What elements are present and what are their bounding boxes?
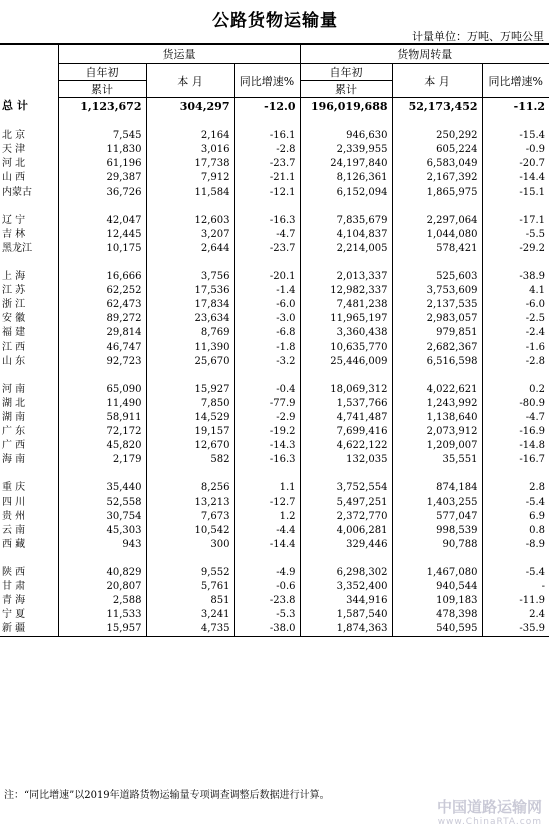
table-cell: 11,830	[58, 143, 146, 157]
header-freight-yoy: 同比增速%	[234, 64, 300, 98]
table-cell: 25,670	[146, 355, 234, 369]
table-cell: 4,006,281	[300, 524, 392, 538]
region-name: 北 京	[0, 129, 58, 143]
page-title: 公路货物运输量	[212, 11, 338, 31]
region-name: 西 藏	[0, 538, 58, 552]
table-cell: 4,735	[146, 622, 234, 637]
table-cell: -38.9	[519, 271, 546, 283]
table-cell: -4.4	[234, 524, 300, 538]
table-cell: 582	[146, 453, 234, 467]
table-cell: 62,252	[58, 284, 146, 298]
table-cell: 92,723	[58, 355, 146, 369]
table-cell: 11,965,197	[300, 312, 392, 326]
table-cell: -0.9	[525, 144, 546, 156]
table-cell: 17,536	[146, 284, 234, 298]
table-cell: 1.1	[234, 481, 300, 495]
table-cell: 196,019,688	[300, 98, 392, 116]
region-name: 江 西	[0, 341, 58, 355]
table-cell: -20.7	[519, 158, 546, 170]
table-cell: 20,807	[58, 580, 146, 594]
table-cell: -4.9	[234, 566, 300, 580]
table-cell: 1.2	[234, 510, 300, 524]
table-cell: 540,595	[392, 622, 482, 637]
table-cell: 4,741,487	[300, 411, 392, 425]
table-row	[0, 171, 549, 185]
table-cell: 8,126,361	[300, 171, 392, 185]
table-cell: 851	[146, 594, 234, 608]
table-row	[0, 312, 549, 326]
table-cell: 109,183	[392, 594, 482, 608]
table-cell: 16,666	[58, 270, 146, 284]
table-cell: 2,983,057	[392, 312, 482, 326]
table-cell: 1,044,080	[392, 228, 482, 242]
table-cell: 1,587,540	[300, 608, 392, 622]
region-name: 河 南	[0, 383, 58, 397]
table-row	[0, 538, 549, 552]
header-freight-month: 本 月	[146, 64, 234, 98]
table-cell: -4.7	[234, 228, 300, 242]
table-cell: -4.7	[525, 412, 546, 424]
table-cell: -5.4	[525, 567, 546, 579]
table-cell: -23.7	[234, 157, 300, 171]
spacer-row	[0, 200, 549, 214]
table-cell: 12,445	[58, 228, 146, 242]
table-cell: -16.3	[234, 453, 300, 467]
table-cell: 2,214,005	[300, 242, 392, 256]
table-cell: 12,982,337	[300, 284, 392, 298]
table-cell: 2.8	[529, 482, 546, 494]
header-turnover-ytd-1: 自年初	[300, 64, 392, 81]
region-name: 陕 西	[0, 566, 58, 580]
table-cell: 7,673	[146, 510, 234, 524]
spacer-row	[0, 467, 549, 481]
table-cell: 4.1	[529, 285, 546, 297]
header-turnover-yoy: 同比增速%	[482, 64, 549, 98]
table-cell: 7,850	[146, 397, 234, 411]
table-cell: -38.0	[234, 622, 300, 637]
table-cell: 2,297,064	[392, 214, 482, 228]
region-name: 贵 州	[0, 510, 58, 524]
region-name: 山 西	[0, 171, 58, 185]
table-cell: 72,172	[58, 425, 146, 439]
table-cell: 62,473	[58, 298, 146, 312]
table-row	[0, 439, 549, 453]
table-cell: 18,069,312	[300, 383, 392, 397]
table-cell: 7,699,416	[300, 425, 392, 439]
table-cell: 17,834	[146, 298, 234, 312]
table-cell: -11.9	[519, 595, 546, 607]
table-cell: 35,551	[392, 453, 482, 467]
table-cell: -29.2	[519, 242, 546, 254]
table-cell: -2.5	[525, 313, 546, 325]
table-cell: 1,403,255	[392, 496, 482, 510]
table-cell: 1,123,672	[58, 98, 146, 116]
table-row	[0, 453, 549, 467]
table-row	[0, 594, 549, 608]
table-cell: -5.4	[525, 496, 546, 508]
table-cell: -23.8	[234, 594, 300, 608]
table-cell: 19,157	[146, 425, 234, 439]
spacer-row	[0, 115, 549, 129]
region-name: 湖 北	[0, 397, 58, 411]
table-cell: -5.5	[525, 228, 546, 240]
table-cell: 344,916	[300, 594, 392, 608]
table-cell: 7,912	[146, 171, 234, 185]
table-cell: 25,446,009	[300, 355, 392, 369]
table-cell: 2,164	[146, 129, 234, 143]
table-cell: 2,588	[58, 594, 146, 608]
region-name: 河 北	[0, 157, 58, 171]
table-cell: 1,874,363	[300, 622, 392, 637]
table-cell: 14,529	[146, 411, 234, 425]
table-row	[0, 397, 549, 411]
table-cell: 29,814	[58, 326, 146, 340]
table-cell: 10,635,770	[300, 341, 392, 355]
table-cell: -35.9	[482, 622, 549, 637]
region-name: 总 计	[0, 98, 58, 116]
table-row	[0, 298, 549, 312]
table-cell: 946,630	[300, 129, 392, 143]
table-cell: 874,184	[392, 481, 482, 495]
table-cell: 998,539	[392, 524, 482, 538]
table-cell: 1,209,007	[392, 439, 482, 453]
table-cell: 52,558	[58, 496, 146, 510]
table-cell: -80.9	[519, 397, 546, 409]
header-freight-ytd-2: 累计	[58, 81, 146, 98]
table-cell: 3,752,554	[300, 481, 392, 495]
region-name: 四 川	[0, 496, 58, 510]
table-cell: 3,016	[146, 143, 234, 157]
table-cell: 11,533	[58, 608, 146, 622]
table-cell: 2,339,955	[300, 143, 392, 157]
table-cell: -14.3	[234, 439, 300, 453]
table-cell: -19.2	[234, 425, 300, 439]
table-cell: 45,820	[58, 439, 146, 453]
table-cell: 3,207	[146, 228, 234, 242]
table-cell: 7,835,679	[300, 214, 392, 228]
table-row	[0, 411, 549, 425]
table-cell: 6,516,598	[392, 355, 482, 369]
table-row	[0, 481, 549, 495]
table-cell: -6.8	[234, 326, 300, 340]
table-cell: -0.6	[234, 580, 300, 594]
table-cell: -3.2	[234, 355, 300, 369]
table-cell: 525,603	[392, 270, 482, 284]
table-cell: -14.4	[519, 172, 546, 184]
table-cell: 6.9	[529, 510, 546, 522]
region-name: 天 津	[0, 143, 58, 157]
header-freight-ytd-1: 自年初	[58, 64, 146, 81]
watermark-url: www.ChinaRTA.com	[437, 817, 542, 827]
table-cell: -12.7	[234, 496, 300, 510]
table-row	[0, 580, 549, 594]
table-cell: -1.4	[234, 284, 300, 298]
table-cell: -2.4	[525, 327, 546, 339]
table-cell: 3,360,438	[300, 326, 392, 340]
table-cell: 3,241	[146, 608, 234, 622]
table-cell: 132,035	[300, 453, 392, 467]
unit-label: 计量单位：万吨、万吨公里	[412, 30, 544, 43]
table-cell: 4,104,837	[300, 228, 392, 242]
table-cell: 8,256	[146, 481, 234, 495]
table-cell: 6,298,302	[300, 566, 392, 580]
table-cell: 10,542	[146, 524, 234, 538]
total-row	[0, 98, 549, 116]
table-cell: 13,213	[146, 496, 234, 510]
table-row	[0, 228, 549, 242]
table-cell: 1,243,992	[392, 397, 482, 411]
table-cell: 2,073,912	[392, 425, 482, 439]
table-cell: 979,851	[392, 326, 482, 340]
table-cell: -16.7	[519, 454, 546, 466]
table-cell: -12.0	[234, 98, 300, 116]
table-cell: 30,754	[58, 510, 146, 524]
table-cell: -15.4	[519, 130, 546, 142]
region-name: 辽 宁	[0, 214, 58, 228]
table-cell: 1,537,766	[300, 397, 392, 411]
table-cell: 42,047	[58, 214, 146, 228]
table-cell: -6.0	[525, 299, 546, 311]
table-cell: 11,584	[146, 185, 234, 199]
table-cell: 29,387	[58, 171, 146, 185]
table-cell: 2,179	[58, 453, 146, 467]
table-row	[0, 341, 549, 355]
table-cell: 89,272	[58, 312, 146, 326]
table-row	[0, 185, 549, 199]
table-cell: -2.8	[234, 143, 300, 157]
table-row	[0, 143, 549, 157]
header-freight: 货运量	[58, 44, 300, 64]
table-cell: 0.8	[529, 524, 546, 536]
table-cell: -1.8	[234, 341, 300, 355]
table-cell: 1,865,975	[392, 185, 482, 199]
region-name: 云 南	[0, 524, 58, 538]
table-cell: 1,138,640	[392, 411, 482, 425]
table-cell: 0.2	[529, 383, 546, 395]
table-row	[0, 524, 549, 538]
table-cell: 1,467,080	[392, 566, 482, 580]
table-cell: -16.3	[234, 214, 300, 228]
table-cell: 9,552	[146, 566, 234, 580]
table-cell: -16.1	[234, 129, 300, 143]
watermark-name: 中国道路运输网	[436, 798, 542, 816]
table-cell: 940,544	[392, 580, 482, 594]
table-cell: -6.0	[234, 298, 300, 312]
region-name: 上 海	[0, 270, 58, 284]
region-name: 重 庆	[0, 481, 58, 495]
table-cell: 250,292	[392, 129, 482, 143]
table-cell: 3,756	[146, 270, 234, 284]
table-cell: -15.1	[519, 186, 546, 198]
table-row	[0, 510, 549, 524]
region-name: 新 疆	[0, 622, 58, 637]
table-cell: -14.4	[234, 538, 300, 552]
table-cell: -2.8	[525, 355, 546, 367]
table-cell: 6,152,094	[300, 185, 392, 199]
table-cell: 45,303	[58, 524, 146, 538]
table-cell: 65,090	[58, 383, 146, 397]
header-region	[0, 44, 58, 98]
watermark-logo	[437, 800, 542, 830]
table-cell: -5.3	[234, 608, 300, 622]
spacer-row	[0, 256, 549, 270]
table-cell: 5,497,251	[300, 496, 392, 510]
table-row	[0, 214, 549, 228]
region-name: 安 徽	[0, 312, 58, 326]
table-cell: 24,197,840	[300, 157, 392, 171]
table-cell: 4,022,621	[392, 383, 482, 397]
table-row	[0, 326, 549, 340]
table-cell: 3,753,609	[392, 284, 482, 298]
table-cell: 2,167,392	[392, 171, 482, 185]
table-cell: 17,738	[146, 157, 234, 171]
table-row	[0, 129, 549, 143]
table-cell: -0.4	[234, 383, 300, 397]
table-cell: 12,603	[146, 214, 234, 228]
table-cell: 300	[146, 538, 234, 552]
table-row	[0, 608, 549, 622]
table-cell: -23.7	[234, 242, 300, 256]
table-cell: -14.8	[519, 440, 546, 452]
table-cell: 478,398	[392, 608, 482, 622]
table-cell: 2,137,535	[392, 298, 482, 312]
table-cell: 605,224	[392, 143, 482, 157]
table-cell: 577,047	[392, 510, 482, 524]
table-cell: 578,421	[392, 242, 482, 256]
spacer-row	[0, 369, 549, 383]
table-cell: 52,173,452	[392, 98, 482, 116]
table-cell: -1.6	[525, 341, 546, 353]
region-name: 海 南	[0, 453, 58, 467]
region-name: 宁 夏	[0, 608, 58, 622]
region-name: 黑龙江	[0, 242, 58, 256]
header-turnover-month: 本 月	[392, 64, 482, 98]
table-cell: 46,747	[58, 341, 146, 355]
table-cell: 329,446	[300, 538, 392, 552]
table-cell: -12.1	[234, 185, 300, 199]
table-cell: -21.1	[234, 171, 300, 185]
table-row	[0, 242, 549, 256]
region-name: 内蒙古	[0, 185, 58, 199]
region-name: 广 西	[0, 439, 58, 453]
region-name: 浙 江	[0, 298, 58, 312]
spacer-row	[0, 552, 549, 566]
table-cell: 6,583,049	[392, 157, 482, 171]
table-row	[0, 566, 549, 580]
header-turnover: 货物周转量	[300, 44, 549, 64]
region-name: 江 苏	[0, 284, 58, 298]
region-name: 山 东	[0, 355, 58, 369]
table-cell: -16.9	[519, 426, 546, 438]
table-cell: 3,352,400	[300, 580, 392, 594]
table-row	[0, 157, 549, 171]
table-cell: 90,788	[392, 538, 482, 552]
table-cell: 943	[58, 538, 146, 552]
table-cell: 36,726	[58, 185, 146, 199]
table-cell: -11.2	[513, 99, 546, 113]
region-name: 青 海	[0, 594, 58, 608]
table-row	[0, 355, 549, 369]
table-cell: 2,682,367	[392, 341, 482, 355]
table-row	[0, 284, 549, 298]
table-cell: 35,440	[58, 481, 146, 495]
table-cell: -17.1	[519, 214, 546, 226]
region-name: 甘 肃	[0, 580, 58, 594]
table-cell: 10,175	[58, 242, 146, 256]
table-row	[0, 270, 549, 284]
table-cell: -8.9	[525, 538, 546, 550]
table-cell: 2,644	[146, 242, 234, 256]
table-row	[0, 496, 549, 510]
region-name: 福 建	[0, 326, 58, 340]
region-name: 吉 林	[0, 228, 58, 242]
table-cell: 7,545	[58, 129, 146, 143]
table-cell: 15,957	[58, 622, 146, 637]
table-cell: 40,829	[58, 566, 146, 580]
table-cell: -77.9	[234, 397, 300, 411]
table-cell: 304,297	[146, 98, 234, 116]
table-cell: -3.0	[234, 312, 300, 326]
table-cell: 15,927	[146, 383, 234, 397]
table-body	[0, 98, 549, 637]
table-row	[0, 383, 549, 397]
table-cell: 8,769	[146, 326, 234, 340]
table-cell: 4,622,122	[300, 439, 392, 453]
table-cell: 23,634	[146, 312, 234, 326]
region-name: 广 东	[0, 425, 58, 439]
table-cell: 7,481,238	[300, 298, 392, 312]
footnote: 注：“同比增速”以2019年道路货物运输量专项调查调整后数据进行计算。	[4, 790, 330, 801]
table-cell: 11,390	[146, 341, 234, 355]
table-cell: 2,372,770	[300, 510, 392, 524]
table-cell: 61,196	[58, 157, 146, 171]
table-cell: -2.9	[234, 411, 300, 425]
table-row	[0, 425, 549, 439]
header-turnover-ytd-2: 累计	[300, 81, 392, 98]
freight-table	[0, 43, 549, 637]
table-cell: -20.1	[234, 270, 300, 284]
table-cell: 2,013,337	[300, 270, 392, 284]
table-cell: 5,761	[146, 580, 234, 594]
table-cell: 12,670	[146, 439, 234, 453]
table-row	[0, 622, 549, 637]
table-cell: 58,911	[58, 411, 146, 425]
table-cell: -	[541, 581, 546, 593]
region-name: 湖 南	[0, 411, 58, 425]
table-cell: 11,490	[58, 397, 146, 411]
table-cell: 2.4	[529, 609, 546, 621]
